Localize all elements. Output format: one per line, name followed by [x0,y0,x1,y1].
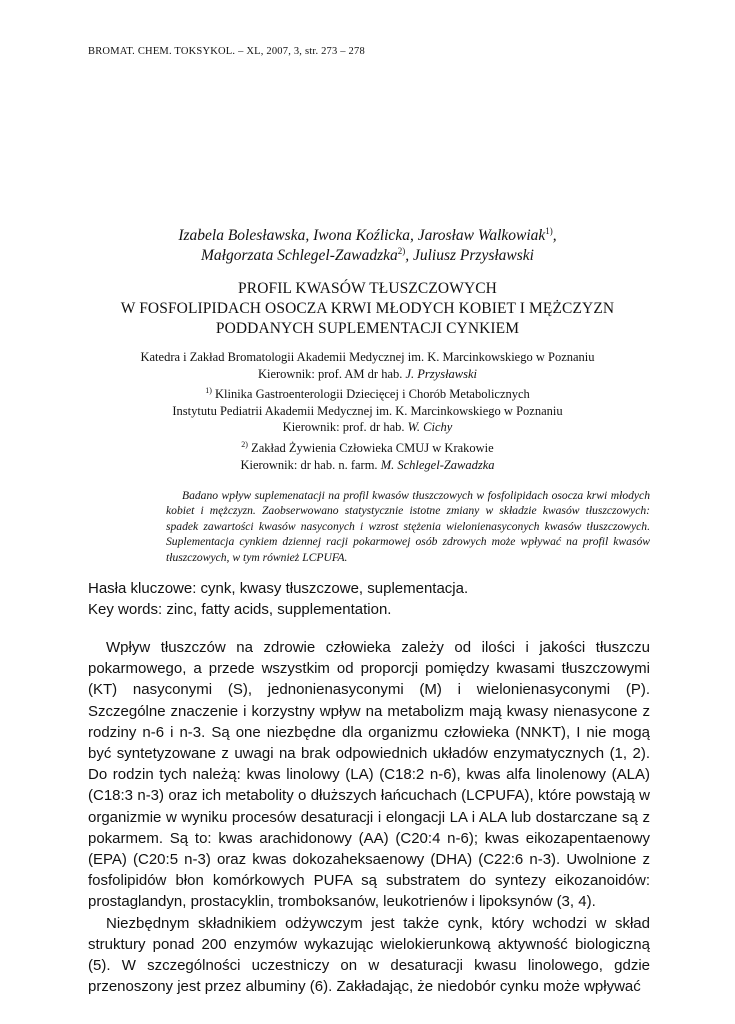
affiliation-2-institution [0,386,735,403]
keywords-english: Key words: zinc, fatty acids, supplementation. [88,601,392,618]
authors-line1-end: , [552,227,557,244]
abstract: Badano wpływ suplemenatacji na profil kwasów tłuszczowych w fosfolipidach osocza krwi młodych kobiet i mężczyzn. Zaobserwowano statystycznie istotne zmiany w składzie kwasów tłuszczowych: spadek zawartości kwasów nasyconych i wzrost stężenia wielonienasyconych kwasów tłuszczowych. Suplementacja cynkiem dziennej racji pokarmowej osób zdrowych może wpływać na profil kwasów tłuszczowych, w tym również LCPUFA. [166,489,650,564]
affiliation-2-head [0,419,735,436]
title-line-3: PODDANYCH SUPLEMENTACJI CYNKIEM [215,320,520,337]
keywords [88,578,468,620]
affiliation-1 [0,349,735,382]
title-line-1: PROFIL KWASÓW TŁUSZCZOWYCH [238,280,497,297]
body-text [88,637,650,997]
affiliation-3-institution [0,440,735,457]
affiliations [0,349,735,477]
affiliation-2 [0,386,735,436]
affiliation-3-line-1: Zakład Żywienia Człowieka CMUJ w Krakowie [247,440,494,455]
paragraph: Niezbędnym składnikiem odżywczym jest także cynk, który wchodzi w skład struktury ponad 200 enzymów wykazując wielokierunkową aktywność biologiczną (5). W szczególności uczestniczy on w desaturacji kwasu linolowego, gdzie przenoszony jest przez albuminy (6). Zakładając, że niedobór cynku może wpływać [88,914,650,996]
paragraph: Wpływ tłuszczów na zdrowie człowieka zależy od ilości i jakości tłuszczu pokarmowego, a przede wszystkim od proporcji pomiędzy kwasami tłuszczowymi (KT) nasyconymi (S), jednonienasyconymi (M) i wielonienasyconymi (P). Szczególne znaczenie i korzystny wpływ na metabolizm mają kwasy nienasycone z rodziny n-6 i n-3. Są one niezbędne dla organizmu człowieka (NNKT), I nie mogą być syntetyzowane z uwagi na brak odpowiednich układów enzymatycznych (1, 2). Do rodzin tych należą: kwas linolowy (LA) (C18:2 n-6), kwas alfa linolenowy (ALA) (C18:3 n-3) oraz ich metabolity o dłuższych łańcuchach (LCPUFA), które powstają w organizmie w wyniku procesów desaturacji i elongacji LA i ALA lub dostarczane są z pokarmem. Są to: kwas arachidonowy (AA) (C20:4 n-6); kwas eikozapentaenowy (EPA) (C20:5 n-3) oraz kwas dokozaheksaenowy (DHA) (C22:6 n-3). Uwolnione z fosfolipidów błon komórkowych PUFA są substratem do syntezy eikozanoidów: prostaglandyn, prostacyklin, tromboksanów, leukotrienów i lipoksynów (3, 4). [88,639,650,911]
running-head: BROMAT. CHEM. TOKSYKOL. – XL, 2007, 3, str. 273 – 278 [88,46,365,57]
head-name: J. Przysławski [405,366,478,381]
head-label: Kierownik: prof. dr hab. [282,420,408,435]
head-name: M. Schlegel-Zawadzka [380,457,495,472]
affiliation-1-institution: Katedra i Zakład Bromatologii Akademii Medycznej im. K. Marcinkowskiego w Poznaniu [140,350,595,364]
affiliation-2-line-2: Instytutu Pediatrii Akademii Medycznej im. K. Marcinkowskiego w Poznaniu [172,403,563,418]
authors-line1-text: Izabela Bolesławska, Iwona Koźlicka, Jarosław Walkowiak [178,227,546,244]
head-name: W. Cichy [407,420,453,435]
authors-line2-name: Małgorzata Schlegel-Zawadzka [201,247,398,264]
affiliation-marker: 1) [545,225,553,236]
affiliation-2-line-1: Klinika Gastroenterologii Dziecięcej i Chorób Metabolicznych [211,387,530,402]
author-list [0,226,735,266]
affiliation-marker: 1) [205,386,212,396]
affiliation-3-head [0,457,735,474]
head-label: Kierownik: dr hab. n. farm. [240,457,381,472]
author-line-2 [0,246,735,266]
head-label: Kierownik: prof. AM dr hab. [257,366,406,381]
author-line-1 [0,226,735,246]
affiliation-1-head [0,366,735,383]
title-line-2: W FOSFOLIPIDACH OSOCZA KRWI MŁODYCH KOBIET I MĘŻCZYZN [120,300,615,317]
affiliation-3 [0,440,735,473]
paper-title [0,279,735,339]
affiliation-marker: 2) [241,439,248,449]
authors-line2-rest: , Juliusz Przysławski [405,247,534,264]
affiliation-marker: 2) [397,245,406,256]
keywords-polish: Hasła kluczowe: cynk, kwasy tłuszczowe, suplementacja. [88,580,469,597]
